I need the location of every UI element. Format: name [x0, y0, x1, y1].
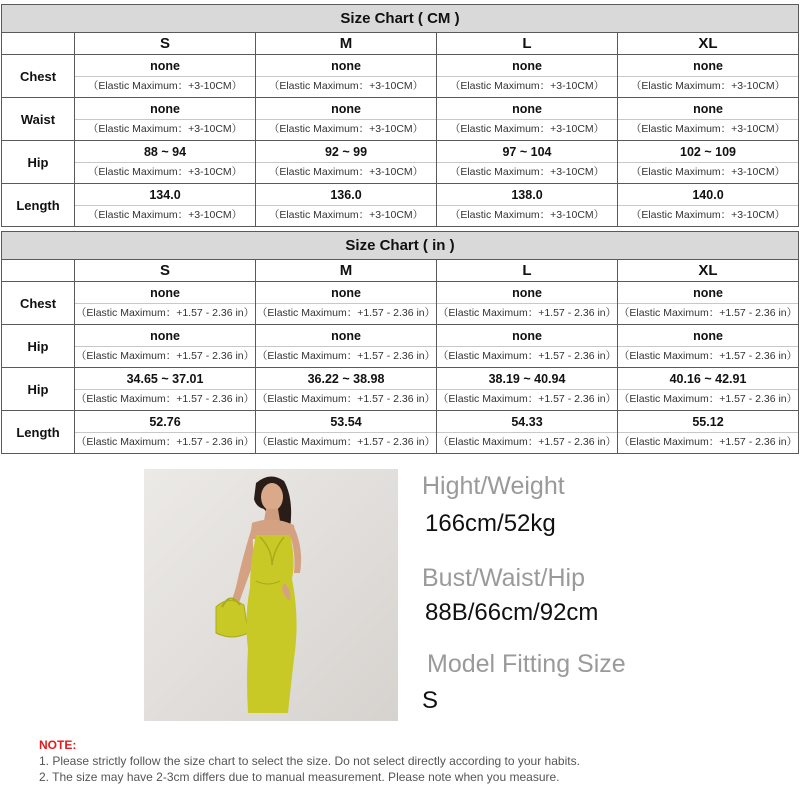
measure-cell — [75, 411, 256, 454]
measure-cell — [437, 98, 618, 141]
measure-cell — [437, 325, 618, 368]
table-row — [2, 282, 799, 325]
row-label: Length — [2, 411, 75, 454]
model-photo — [144, 469, 398, 721]
size-header-xl: XL — [618, 33, 799, 55]
cell-note: （Elastic Maximum：+3-10CM） — [449, 80, 605, 92]
cell-value: none — [512, 59, 542, 73]
table-title: Size Chart ( CM ) — [2, 5, 799, 33]
cell-note: （Elastic Maximum：+1.57 - 2.36 in） — [437, 350, 617, 362]
measure-cell — [75, 282, 256, 325]
table-row — [2, 141, 799, 184]
table-row — [2, 411, 799, 454]
cell-note: （Elastic Maximum：+3-10CM） — [630, 80, 786, 92]
cell-value: none — [150, 286, 180, 300]
cell-value: 40.16 ~ 42.91 — [669, 372, 747, 386]
cell-note: （Elastic Maximum：+1.57 - 2.36 in） — [75, 393, 255, 405]
measure-cell — [256, 325, 437, 368]
cell-note: （Elastic Maximum：+3-10CM） — [449, 166, 605, 178]
cell-note: （Elastic Maximum：+3-10CM） — [87, 166, 243, 178]
row-label: Hip — [2, 141, 75, 184]
measure-cell — [618, 184, 799, 227]
cell-value: 88 ~ 94 — [143, 145, 187, 159]
table-row — [2, 98, 799, 141]
cell-note: （Elastic Maximum：+1.57 - 2.36 in） — [256, 307, 436, 319]
measure-cell — [618, 282, 799, 325]
measure-cell — [256, 55, 437, 98]
measure-cell — [437, 55, 618, 98]
measure-cell — [618, 141, 799, 184]
table-title: Size Chart ( in ) — [2, 232, 799, 260]
corner-cell — [2, 33, 75, 55]
notes-section — [39, 738, 779, 785]
row-label: Hip — [2, 368, 75, 411]
measure-cell — [75, 55, 256, 98]
bust-waist-hip-value: 88B/66cm/92cm — [425, 599, 599, 626]
cell-value: 138.0 — [511, 188, 543, 202]
cell-value: none — [331, 59, 361, 73]
cell-note: （Elastic Maximum：+3-10CM） — [87, 123, 243, 135]
cell-value: 55.12 — [692, 415, 724, 429]
row-label: Chest — [2, 55, 75, 98]
cell-value: 38.19 ~ 40.94 — [488, 372, 566, 386]
fitting-size-label: Model Fitting Size — [427, 650, 626, 678]
cell-note: （Elastic Maximum：+1.57 - 2.36 in） — [75, 350, 255, 362]
cell-note: （Elastic Maximum：+1.57 - 2.36 in） — [618, 393, 798, 405]
cell-note: （Elastic Maximum：+1.57 - 2.36 in） — [256, 350, 436, 362]
measure-cell — [256, 98, 437, 141]
cell-value: 52.76 — [149, 415, 181, 429]
measure-cell — [437, 411, 618, 454]
cell-note: （Elastic Maximum：+3-10CM） — [449, 123, 605, 135]
cell-value: none — [331, 102, 361, 116]
measure-cell — [75, 325, 256, 368]
measure-cell — [256, 282, 437, 325]
cell-value: 92 ~ 99 — [324, 145, 368, 159]
cell-note: （Elastic Maximum：+3-10CM） — [449, 209, 605, 221]
cell-note: （Elastic Maximum：+1.57 - 2.36 in） — [437, 307, 617, 319]
measure-cell — [75, 141, 256, 184]
measure-cell — [256, 141, 437, 184]
row-label: Waist — [2, 98, 75, 141]
measure-cell — [618, 55, 799, 98]
cell-value: none — [150, 102, 180, 116]
bust-waist-hip-label: Bust/Waist/Hip — [422, 564, 586, 592]
size-header-m: M — [256, 260, 437, 282]
size-chart-cm-table — [1, 4, 799, 227]
row-label: Chest — [2, 282, 75, 325]
cell-note: （Elastic Maximum：+3-10CM） — [630, 209, 786, 221]
note-line: 1. Please strictly follow the size chart to select the size. Do not select directly according to your habits. — [39, 754, 580, 768]
measure-cell — [437, 368, 618, 411]
cell-note: （Elastic Maximum：+1.57 - 2.36 in） — [618, 350, 798, 362]
size-header-xl: XL — [618, 260, 799, 282]
cell-value: 53.54 — [330, 415, 362, 429]
model-illustration — [144, 469, 398, 721]
measure-cell — [618, 411, 799, 454]
size-header-l: L — [437, 260, 618, 282]
cell-value: 102 ~ 109 — [680, 145, 736, 159]
measure-cell — [75, 98, 256, 141]
cell-value: 136.0 — [330, 188, 362, 202]
cell-value: 54.33 — [511, 415, 543, 429]
size-header-l: L — [437, 33, 618, 55]
cell-note: （Elastic Maximum：+3-10CM） — [87, 209, 243, 221]
cell-note: （Elastic Maximum：+3-10CM） — [87, 80, 243, 92]
fitting-size-value: S — [422, 687, 439, 714]
cell-value: none — [331, 329, 361, 343]
measure-cell — [256, 368, 437, 411]
cell-value: none — [331, 286, 361, 300]
cell-value: none — [512, 102, 542, 116]
cell-value: none — [150, 329, 180, 343]
cell-value: 134.0 — [149, 188, 181, 202]
size-chart-in-table — [1, 231, 799, 454]
cell-value: none — [693, 286, 723, 300]
cell-value: 140.0 — [692, 188, 724, 202]
table-row — [2, 368, 799, 411]
cell-value: 34.65 ~ 37.01 — [126, 372, 204, 386]
measure-cell — [437, 141, 618, 184]
cell-value: none — [150, 59, 180, 73]
table-row — [2, 325, 799, 368]
table-row — [2, 184, 799, 227]
table-row — [2, 55, 799, 98]
measure-cell — [75, 184, 256, 227]
cell-note: （Elastic Maximum：+3-10CM） — [630, 123, 786, 135]
cell-note: （Elastic Maximum：+1.57 - 2.36 in） — [256, 436, 436, 448]
measure-cell — [437, 184, 618, 227]
cell-note: （Elastic Maximum：+1.57 - 2.36 in） — [256, 393, 436, 405]
cell-note: （Elastic Maximum：+1.57 - 2.36 in） — [437, 436, 617, 448]
size-header-s: S — [75, 260, 256, 282]
note-line: 2. The size may have 2-3cm differs due to manual measurement. Please note when you measure. — [39, 770, 560, 784]
height-weight-value: 166cm/52kg — [425, 510, 556, 537]
cell-note: （Elastic Maximum：+1.57 - 2.36 in） — [437, 393, 617, 405]
cell-value: none — [693, 329, 723, 343]
measure-cell — [75, 368, 256, 411]
cell-note: （Elastic Maximum：+3-10CM） — [268, 80, 424, 92]
cell-value: none — [512, 329, 542, 343]
row-label: Hip — [2, 325, 75, 368]
measure-cell — [256, 411, 437, 454]
height-weight-label: Hight/Weight — [422, 472, 565, 500]
corner-cell — [2, 260, 75, 282]
size-header-s: S — [75, 33, 256, 55]
size-header-m: M — [256, 33, 437, 55]
cell-value: none — [693, 102, 723, 116]
measure-cell — [256, 184, 437, 227]
cell-note: （Elastic Maximum：+3-10CM） — [268, 166, 424, 178]
measure-cell — [618, 98, 799, 141]
cell-value: 36.22 ~ 38.98 — [307, 372, 385, 386]
cell-value: 97 ~ 104 — [502, 145, 552, 159]
cell-note: （Elastic Maximum：+3-10CM） — [268, 209, 424, 221]
measure-cell — [437, 282, 618, 325]
note-title: NOTE: — [39, 738, 77, 752]
row-label: Length — [2, 184, 75, 227]
measure-cell — [618, 325, 799, 368]
cell-value: none — [693, 59, 723, 73]
cell-note: （Elastic Maximum：+1.57 - 2.36 in） — [618, 307, 798, 319]
cell-note: （Elastic Maximum：+3-10CM） — [268, 123, 424, 135]
cell-note: （Elastic Maximum：+1.57 - 2.36 in） — [618, 436, 798, 448]
measure-cell — [618, 368, 799, 411]
cell-note: （Elastic Maximum：+3-10CM） — [630, 166, 786, 178]
cell-note: （Elastic Maximum：+1.57 - 2.36 in） — [75, 436, 255, 448]
cell-note: （Elastic Maximum：+1.57 - 2.36 in） — [75, 307, 255, 319]
cell-value: none — [512, 286, 542, 300]
